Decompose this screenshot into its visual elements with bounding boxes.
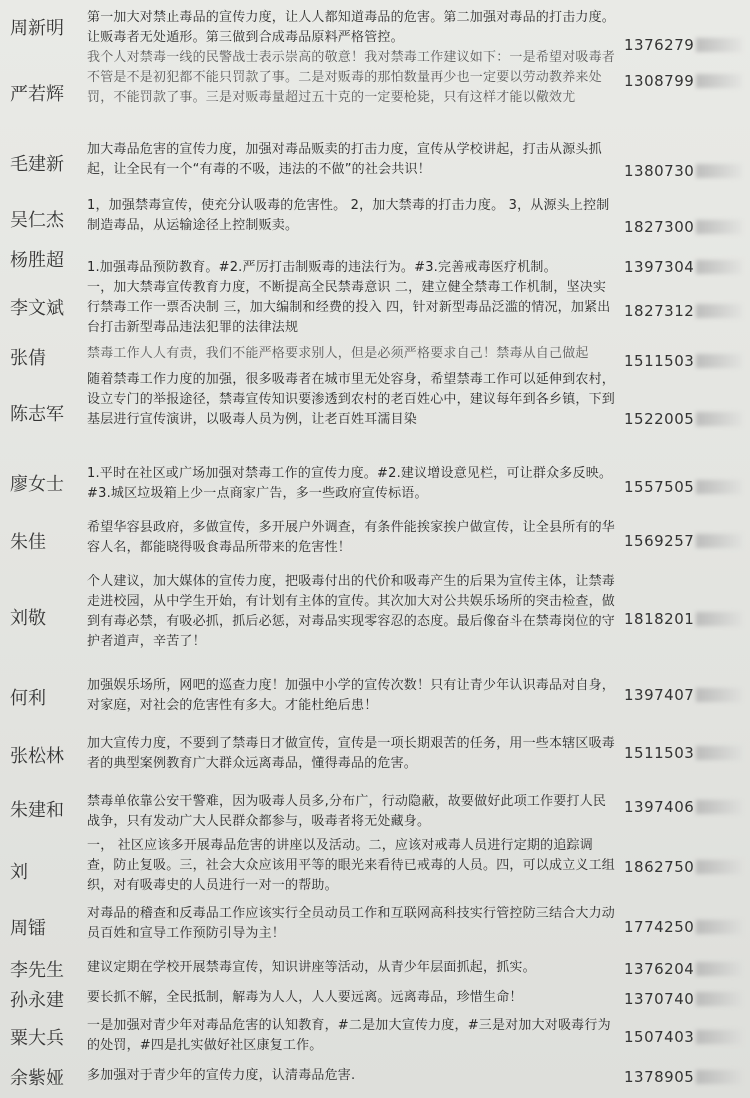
person-name: 张倩 xyxy=(10,348,46,369)
phone-number: 1378905 xyxy=(624,1068,742,1086)
redaction-blur xyxy=(696,860,742,874)
table-row xyxy=(0,788,750,834)
suggestion-text: 一，加大禁毒宣传教育力度，不断提高全民禁毒意识 二，建立健全禁毒工作机制，坚决实行禁毒工作一票否决制 三，加大编制和经费的投入 四，针对新型毒品泛滥的情况，加紧出台打击新型毒品违法犯罪的法律法规 xyxy=(87,280,611,335)
suggestion-text: 一， 社区应该多开展毒品危害的讲座以及活动。二，应该对戒毒人员进行定期的追踪调查，防止复吸。三，社会大众应该用平等的眼光来看待已戒毒的人员。四，可以成立义工组织，对有吸毒史的人员进行一对一的帮助。 xyxy=(87,838,616,893)
phone-number: 1380730 xyxy=(624,162,742,180)
table-row xyxy=(0,1014,750,1060)
phone-number: 1397407 xyxy=(624,686,742,704)
redaction-blur xyxy=(696,534,742,548)
suggestion-text: 个人建议，加大媒体的宣传力度，把吸毒付出的代价和吸毒产生的后果为宣传主体，让禁毒走进校园，从中学生开始，有计划有主体的宣传。其次加大对公共娱乐场所的突击检查，做到有毒必禁，有吸必抓，抓后必惩，对毒品实现零容忍的态度。最后像奋斗在禁毒岗位的守护者道声，辛苦了！ xyxy=(87,574,616,649)
redaction-blur xyxy=(696,920,742,934)
phone-number: 1370740 xyxy=(624,990,742,1008)
redaction-blur xyxy=(696,304,742,318)
suggestion-text: 要长抓不解，全民抵制，解毒为人人，人人要远离。远离毒品，珍惜生命！ xyxy=(87,990,523,1005)
phone-number: 1827312 xyxy=(624,302,742,320)
person-name: 杨胜超 xyxy=(10,250,64,271)
person-name: 孙永建 xyxy=(10,990,64,1011)
redaction-blur xyxy=(696,1070,742,1084)
table-row xyxy=(0,572,750,660)
phone-number: 1376279 xyxy=(624,36,742,54)
table-row xyxy=(0,730,750,786)
table-row xyxy=(0,460,750,512)
person-name: 李先生 xyxy=(10,960,64,981)
suggestion-text: 我个人对禁毒一线的民警战士表示崇高的敬意！我对禁毒工作建议如下：一是希望对吸毒者不管是不是初犯都不能只罚款了事。二是对贩毒的那怕数量再少也一定要以劳动教养来处罚，不能罚款了事。三是对贩毒量超过五十克的一定要枪毙，只有这样才能以儆效尤 xyxy=(87,50,616,105)
suggestion-text: 希望华容县政府，多做宣传，多开展户外调查，有条件能挨家挨户做宣传，让全县所有的华容人名，都能晓得吸食毒品所带来的危害性！ xyxy=(87,520,616,555)
suggestion-text: 多加强对于青少年的宣传力度，认清毒品危害. xyxy=(87,1068,356,1083)
redaction-blur xyxy=(696,688,742,702)
phone-number: 1569257 xyxy=(624,532,742,550)
redaction-blur xyxy=(696,38,742,52)
person-name: 周镭 xyxy=(10,918,46,939)
person-name: 刘敬 xyxy=(10,608,46,629)
person-name: 何利 xyxy=(10,688,46,709)
phone-number: 1522005 xyxy=(624,410,742,428)
suggestion-text: 1，加强禁毒宣传，使充分认吸毒的危害性。 2，加大禁毒的打击力度。 3，从源头上控制制造毒品，从运输途径上控制贩卖。 xyxy=(87,198,610,233)
suggestion-text: 随着禁毒工作力度的加强，很多吸毒者在城市里无处容身，希望禁毒工作可以延伸到农村，设立专门的举报途径，禁毒宣传知识要渗透到农村的老百姓心中，建议每年到各乡镇，下到基层进行宣传演讲，以吸毒人员为例，让老百姓耳濡目染 xyxy=(87,372,616,427)
person-name: 严若辉 xyxy=(10,84,64,105)
suggestion-text: 加强娱乐场所，网吧的巡查力度！加强中小学的宣传次数！只有让青少年认识毒品对自身，对家庭，对社会的危害性有多大。才能杜绝后患！ xyxy=(87,678,616,713)
redaction-blur xyxy=(696,164,742,178)
phone-number: 1376204 xyxy=(624,960,742,978)
person-name: 余紫娅 xyxy=(10,1068,64,1089)
phone-number: 1507403 xyxy=(624,1028,742,1046)
phone-number: 1818201 xyxy=(624,610,742,628)
suggestion-text: 禁毒单依靠公安干警难，因为吸毒人员多,分布广，行动隐蔽，故要做好此项工作要打人民战争，只有发动广大人民群众都参与，吸毒者将无处藏身。 xyxy=(87,794,607,829)
table-row xyxy=(0,344,750,368)
suggestion-text: 第一加大对禁止毒品的宣传力度，让人人都知道毒品的危害。第二加强对毒品的打击力度。让贩毒者无处遁形。第三做到合成毒品原料严格管控。 xyxy=(87,10,616,45)
person-name: 周新明 xyxy=(10,18,64,39)
table-row xyxy=(0,140,750,196)
redaction-blur xyxy=(696,612,742,626)
redaction-blur xyxy=(696,220,742,234)
redaction-blur xyxy=(696,992,742,1006)
suggestion-text: 1.平时在社区或广场加强对禁毒工作的宣传力度。#2.建议增设意见栏，可让群众多反映。#3.城区垃圾箱上少一点商家广告，多一些政府宣传标语。 xyxy=(87,466,613,501)
table-row xyxy=(0,246,750,282)
table-row xyxy=(0,954,750,982)
redaction-blur xyxy=(696,962,742,976)
redaction-blur xyxy=(696,260,742,274)
suggestion-text: 1.加强毒品预防教育。#2.严厉打击制贩毒的违法行为。#3.完善戒毒医疗机制。 xyxy=(87,260,557,275)
redaction-blur xyxy=(696,1030,742,1044)
table-row xyxy=(0,280,750,346)
table-row xyxy=(0,836,750,902)
table-row xyxy=(0,196,750,246)
suggestion-text: 建议定期在学校开展禁毒宣传，知识讲座等活动，从青少年层面抓起，抓实。 xyxy=(87,960,536,975)
person-name: 张松林 xyxy=(10,746,64,767)
redaction-blur xyxy=(696,800,742,814)
suggestion-text: 禁毒工作人人有责，我们不能严格要求别人，但是必须严格要求自己！禁毒从自己做起 xyxy=(87,346,589,361)
table-row xyxy=(0,904,750,950)
person-name: 李文斌 xyxy=(10,298,64,319)
table-row xyxy=(0,674,750,722)
phone-number: 1774250 xyxy=(624,918,742,936)
table-row xyxy=(0,1062,750,1092)
table-row xyxy=(0,50,750,128)
redaction-blur xyxy=(696,412,742,426)
person-name: 吴仁杰 xyxy=(10,210,64,231)
person-name: 刘 xyxy=(10,862,28,883)
phone-number: 1862750 xyxy=(624,858,742,876)
person-name: 朱建和 xyxy=(10,800,64,821)
table-row xyxy=(0,984,750,1012)
redaction-blur xyxy=(696,746,742,760)
phone-number: 1308799 xyxy=(624,72,742,90)
person-name: 朱佳 xyxy=(10,532,46,553)
phone-number: 1397304 xyxy=(624,258,742,276)
suggestion-text: 加大宣传力度，不要到了禁毒日才做宣传，宣传是一项长期艰苦的任务，用一些本辖区吸毒者的典型案例教育广大群众远离毒品，懂得毒品的危害。 xyxy=(87,736,616,771)
table-row xyxy=(0,370,750,456)
phone-number: 1511503 xyxy=(624,744,742,762)
suggestion-text: 对毒品的稽查和反毒品工作应该实行全员动员工作和互联网高科技实行管控防三结合大力动员百姓和宣导工作预防引导为主！ xyxy=(87,906,616,941)
phone-number: 1511503 xyxy=(624,352,742,370)
person-name: 粟大兵 xyxy=(10,1028,64,1049)
phone-number: 1557505 xyxy=(624,478,742,496)
suggestion-text: 加大毒品危害的宣传力度，加强对毒品贩卖的打击力度，宣传从学校讲起，打击从源头抓起，让全民有一个“有毒的不吸，违法的不做”的社会共识！ xyxy=(87,142,602,177)
redaction-blur xyxy=(696,74,742,88)
suggestion-text: 一是加强对青少年对毒品危害的认知教育，#二是加大宣传力度，#三是对加大对吸毒行为的处罚，#四是扎实做好社区康复工作。 xyxy=(87,1018,611,1053)
redaction-blur xyxy=(696,480,742,494)
person-name: 毛建新 xyxy=(10,154,64,175)
phone-number: 1827300 xyxy=(624,218,742,236)
redaction-blur xyxy=(696,354,742,368)
table-row xyxy=(0,514,750,570)
person-name: 陈志军 xyxy=(10,404,64,425)
person-name: 廖女士 xyxy=(10,474,64,495)
phone-number: 1397406 xyxy=(624,798,742,816)
